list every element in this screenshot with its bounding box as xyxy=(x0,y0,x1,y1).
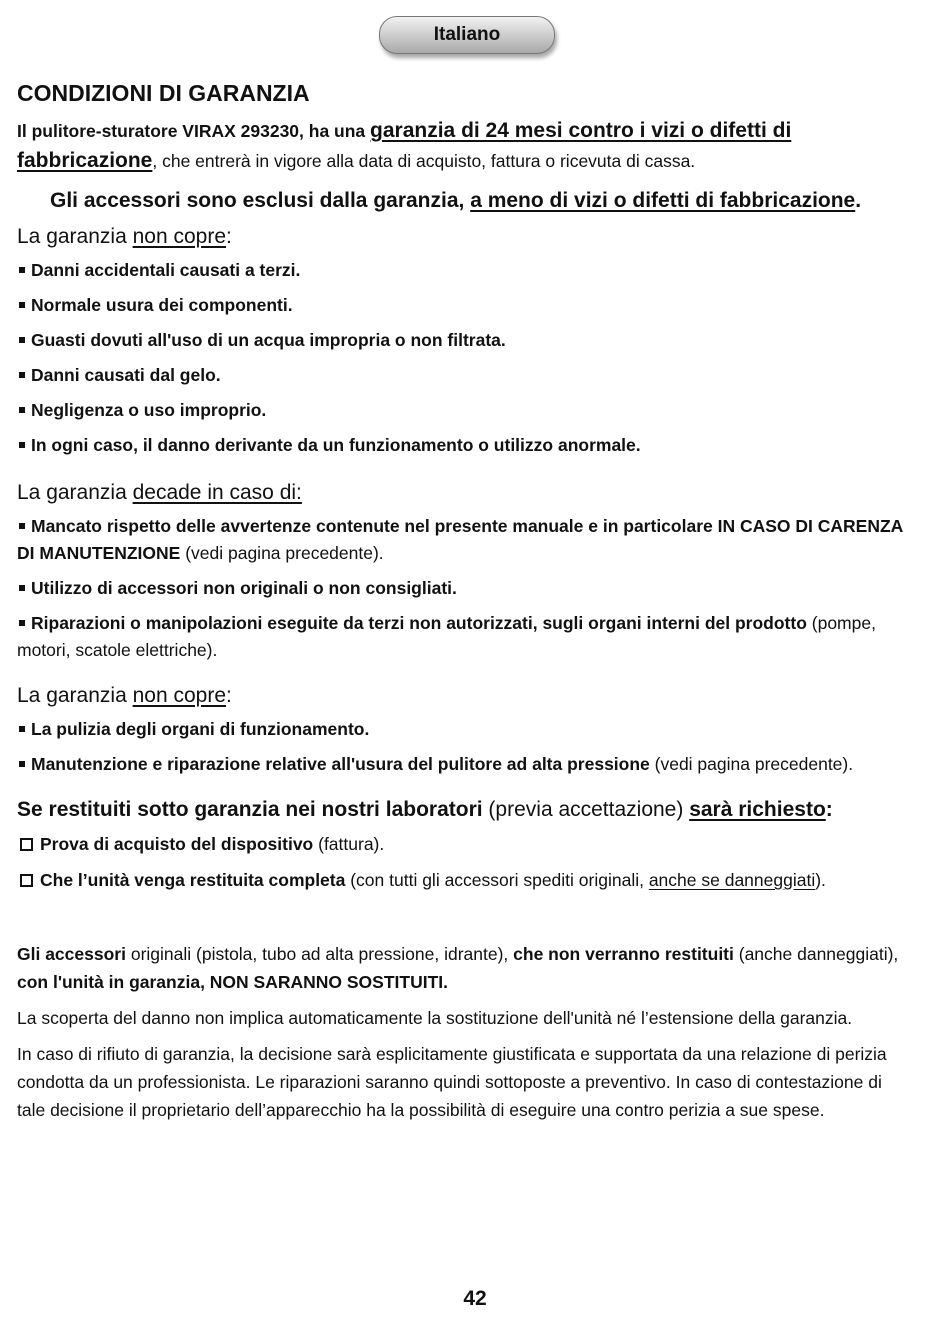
bullet-square-icon xyxy=(19,337,25,343)
list-item xyxy=(17,397,912,424)
bullet-square-icon xyxy=(19,302,25,308)
return-heading-colon: : xyxy=(825,798,833,821)
section-void-heading xyxy=(17,481,912,505)
list-item xyxy=(17,513,912,567)
list-item-text: Danni accidentali causati a terzi. xyxy=(31,260,301,280)
list-item-text: Danni causati dal gelo. xyxy=(31,365,221,385)
list-item-text: Negligenza o uso improprio. xyxy=(31,400,267,420)
language-tab: Italiano xyxy=(379,16,555,54)
warranty-content xyxy=(17,80,912,1124)
accessories-excluded-period: . xyxy=(855,189,862,212)
discovery-paragraph: La scoperta del danno non implica automaticamente la sostituzione dell'unità né l’estensione della garanzia. xyxy=(17,1008,853,1028)
list-item xyxy=(17,716,912,743)
checklist-item-text: Prova di acquisto del dispositivo xyxy=(40,834,314,854)
intro-product: Il pulitore-sturatore VIRAX 293230, ha una xyxy=(17,121,371,141)
list-item xyxy=(17,292,912,319)
checklist-item-text: Che l’unità venga restituita completa xyxy=(40,870,346,890)
page-number: 42 xyxy=(463,1287,487,1310)
section-not-covered-heading xyxy=(17,225,912,249)
section-heading-underlined: decade in caso di: xyxy=(132,481,302,504)
paragraph-segment: (anche danneggiati), xyxy=(733,944,899,964)
return-heading-required: sarà richiesto xyxy=(689,798,826,821)
list-item xyxy=(17,432,912,459)
checklist-item-tail: ). xyxy=(815,870,826,890)
section-heading-colon: : xyxy=(226,684,232,707)
list-item xyxy=(17,610,912,664)
section-heading-text: La garanzia xyxy=(17,225,133,248)
list-item xyxy=(17,327,912,354)
checklist-item-note: (con tutti gli accessori spediti originali, xyxy=(345,870,649,890)
return-heading-text: Se restituiti sotto garanzia nei nostri laboratori xyxy=(17,798,483,821)
bullet-square-icon xyxy=(19,726,25,732)
bullet-square-icon xyxy=(19,620,25,626)
section-heading-text: La garanzia xyxy=(17,481,133,504)
section-heading-underlined: non copre xyxy=(132,684,226,707)
checklist-item xyxy=(17,830,912,858)
section-heading-underlined: non copre xyxy=(132,225,226,248)
paragraph-segment: Gli accessori xyxy=(17,944,126,964)
accessories-excluded-exception: a meno di vizi o difetti di fabbricazione xyxy=(470,189,856,212)
paragraph-segment: con l'unità in garanzia, NON SARANNO SOSTITUITI. xyxy=(17,972,448,992)
return-heading xyxy=(17,798,912,822)
bullet-square-icon xyxy=(19,442,25,448)
section-heading-colon: : xyxy=(226,225,232,248)
list-item xyxy=(17,362,912,389)
list-item-note: (vedi pagina precedente). xyxy=(649,754,854,774)
paragraph-segment: originali (pistola, tubo ad alta pressione, idrante), xyxy=(125,944,514,964)
checklist-item-underlined: anche se danneggiati xyxy=(648,870,816,890)
checkbox-icon xyxy=(20,874,33,887)
refusal-paragraph: In caso di rifiuto di garanzia, la decisione sarà esplicitamente giustificata e supportata da una relazione di perizia condotta da un professionista. Le riparazioni saranno quindi sottoposte a preventivo. In caso di contestazione di tale decisione il proprietario dell’apparecchio ha la possibilità di eseguire una contro perizia a sue spese. xyxy=(17,1044,887,1120)
list-item-note: (pompe, motori, scatole elettriche). xyxy=(17,613,876,660)
section-not-covered-heading-2 xyxy=(17,684,912,708)
bullet-square-icon xyxy=(19,372,25,378)
paragraph-segment: che non verranno restituiti xyxy=(513,944,734,964)
bullet-square-icon xyxy=(19,267,25,273)
list-item-text: Guasti dovuti all'uso di un acqua impropria o non filtrata. xyxy=(31,330,506,350)
accessories-excluded-text: Gli accessori sono esclusi dalla garanzia, xyxy=(50,189,471,212)
bullet-square-icon xyxy=(19,523,25,529)
intro-paragraph xyxy=(17,116,912,176)
list-item xyxy=(17,751,912,778)
list-item-text: Riparazioni o manipolazioni eseguite da terzi non autorizzati, sugli organi interni del prodotto xyxy=(31,613,807,633)
list-item-text: Manutenzione e riparazione relative all'usura del pulitore ad alta pressione xyxy=(31,754,650,774)
list-item xyxy=(17,257,912,284)
list-item-text: In ogni caso, il danno derivante da un funzionamento o utilizzo anormale. xyxy=(31,435,641,455)
list-item-note: (vedi pagina precedente). xyxy=(180,543,384,563)
checklist-item-note: (fattura). xyxy=(313,834,385,854)
list-item-text: Mancato rispetto delle avvertenze contenute nel presente manuale e in particolare IN CASO DI CARENZA DI MANUTENZIONE xyxy=(17,516,903,563)
bullet-square-icon xyxy=(19,407,25,413)
bullet-square-icon xyxy=(19,585,25,591)
intro-validity: , che entrerà in vigore alla data di acquisto, fattura o ricevuta di cassa. xyxy=(152,151,696,171)
return-heading-condition: (previa accettazione) xyxy=(482,798,690,821)
bullet-square-icon xyxy=(19,761,25,767)
intro-warranty-period: garanzia di 24 mesi contro i vizi o difetti di fabbricazione xyxy=(17,119,792,172)
accessories-paragraph xyxy=(17,940,912,996)
list-item-text: Utilizzo di accessori non originali o non consigliati. xyxy=(31,578,457,598)
list-item-text: Normale usura dei componenti. xyxy=(31,295,293,315)
list-item-text: La pulizia degli organi di funzionamento. xyxy=(31,719,370,739)
list-item xyxy=(17,575,912,602)
section-heading-text: La garanzia xyxy=(17,684,133,707)
checkbox-icon xyxy=(20,838,33,851)
accessories-excluded-note xyxy=(50,189,912,213)
page-title: CONDIZIONI DI GARANZIA xyxy=(17,80,310,106)
checklist-item xyxy=(17,866,912,894)
